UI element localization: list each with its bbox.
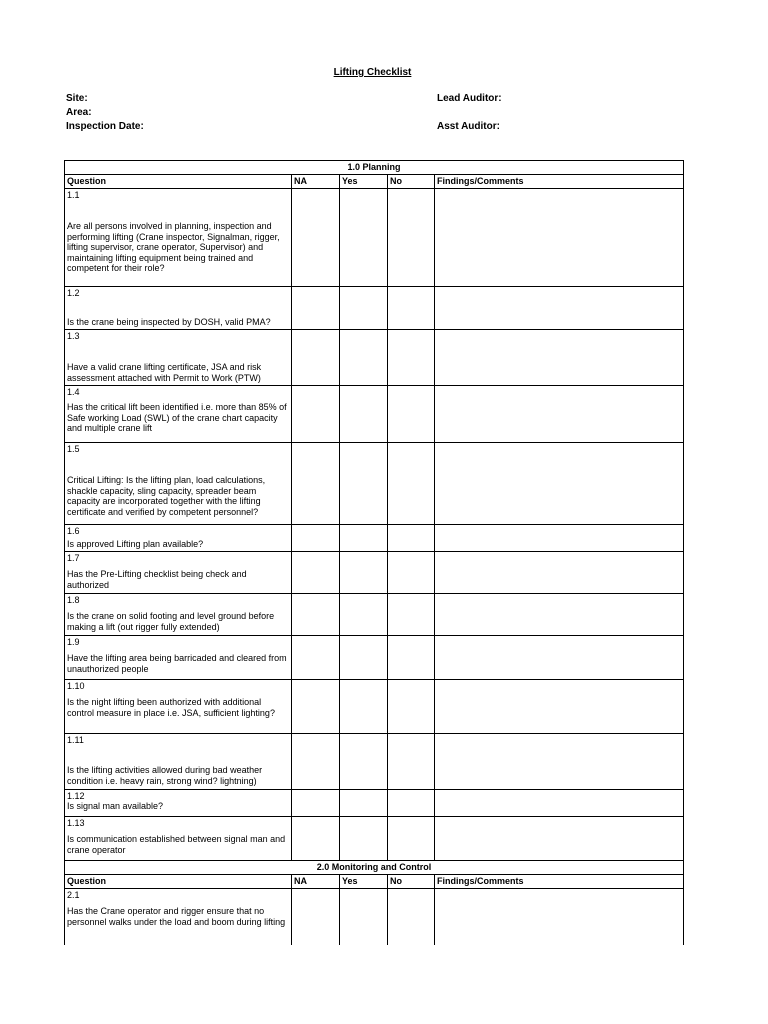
question-number: 1.4 — [67, 387, 80, 397]
yes-cell[interactable] — [340, 889, 388, 945]
no-cell[interactable] — [388, 889, 435, 945]
na-cell[interactable] — [292, 636, 340, 680]
table-row — [65, 287, 684, 330]
na-cell[interactable] — [292, 330, 340, 386]
col-comments: Findings/Comments — [435, 175, 684, 189]
table-row — [65, 525, 684, 552]
no-cell[interactable] — [388, 552, 435, 594]
question-cell — [65, 734, 292, 790]
question-number: 1.9 — [67, 637, 80, 647]
site-label: Site: — [66, 93, 88, 104]
na-cell[interactable] — [292, 552, 340, 594]
question-cell — [65, 594, 292, 636]
no-cell[interactable] — [388, 525, 435, 552]
comments-cell[interactable] — [435, 790, 684, 817]
question-text: Is the lifting activities allowed during bad weather condition i.e. heavy rain, strong wind? lightning) — [67, 765, 263, 786]
lead-auditor-label: Lead Auditor: — [437, 93, 502, 104]
table-row — [65, 734, 684, 790]
question-number: 1.7 — [67, 553, 80, 563]
question-text: Is the crane on solid footing and level ground before making a lift (out rigger fully extended) — [67, 611, 275, 632]
yes-cell[interactable] — [340, 594, 388, 636]
yes-cell[interactable] — [340, 443, 388, 525]
na-cell[interactable] — [292, 386, 340, 443]
comments-cell[interactable] — [435, 636, 684, 680]
col-question: Question — [65, 175, 292, 189]
na-cell[interactable] — [292, 790, 340, 817]
question-text: Is the night lifting been authorized with additional control measure in place i.e. JSA, sufficient lighting? — [67, 697, 275, 718]
table-row — [65, 817, 684, 861]
no-cell[interactable] — [388, 790, 435, 817]
question-cell — [65, 889, 292, 945]
no-cell[interactable] — [388, 443, 435, 525]
na-cell[interactable] — [292, 734, 340, 790]
no-cell[interactable] — [388, 386, 435, 443]
question-text: Is the crane being inspected by DOSH, valid PMA? — [67, 317, 271, 328]
table-row — [65, 680, 684, 734]
question-text: Has the critical lift been identified i.e. more than 85% of Safe working Load (SWL) of the crane chart capacity and multiple crane lift — [67, 402, 287, 434]
question-number: 1.8 — [67, 595, 80, 605]
area-label: Area: — [66, 107, 92, 118]
question-text: Critical Lifting: Is the lifting plan, load calculations, shackle capacity, sling capacity, spreader beam capacity are incorporated together with the lifting certificate and verified by competent personnel? — [67, 475, 266, 517]
question-text: Are all persons involved in planning, inspection and performing lifting (Crane inspector, Signalman, rigger, lifting supervisor, crane operator, Supervisor) and maintaining lifting equipment being trained and competent for their role? — [67, 221, 280, 274]
na-cell[interactable] — [292, 680, 340, 734]
table-row — [65, 594, 684, 636]
question-cell — [65, 636, 292, 680]
na-cell[interactable] — [292, 189, 340, 287]
yes-cell[interactable] — [340, 189, 388, 287]
question-text: Have a valid crane lifting certificate, JSA and risk assessment attached with Permit to Work (PTW) — [67, 362, 262, 383]
column-header-row — [65, 175, 684, 189]
comments-cell[interactable] — [435, 817, 684, 861]
question-cell — [65, 790, 292, 817]
comments-cell[interactable] — [435, 594, 684, 636]
no-cell[interactable] — [388, 287, 435, 330]
question-cell — [65, 330, 292, 386]
asst-auditor-label: Asst Auditor: — [437, 121, 500, 132]
question-number: 1.5 — [67, 444, 80, 454]
question-text: Have the lifting area being barricaded and cleared from unauthorized people — [67, 653, 287, 674]
question-cell — [65, 189, 292, 287]
question-number: 1.13 — [67, 818, 85, 828]
no-cell[interactable] — [388, 189, 435, 287]
no-cell[interactable] — [388, 680, 435, 734]
section-title: 2.0 Monitoring and Control — [65, 861, 684, 875]
table-row — [65, 386, 684, 443]
table-row — [65, 443, 684, 525]
table-row — [65, 790, 684, 817]
yes-cell[interactable] — [340, 790, 388, 817]
question-cell — [65, 386, 292, 443]
no-cell[interactable] — [388, 817, 435, 861]
section-header-row — [65, 161, 684, 175]
inspection-date-label: Inspection Date: — [66, 121, 144, 132]
document-title: Lifting Checklist — [333, 67, 412, 78]
na-cell[interactable] — [292, 443, 340, 525]
comments-cell[interactable] — [435, 189, 684, 287]
na-cell[interactable] — [292, 525, 340, 552]
comments-cell[interactable] — [435, 443, 684, 525]
comments-cell[interactable] — [435, 287, 684, 330]
section-title: 1.0 Planning — [65, 161, 684, 175]
checklist-table — [64, 160, 684, 945]
na-cell[interactable] — [292, 594, 340, 636]
question-cell — [65, 817, 292, 861]
question-cell — [65, 443, 292, 525]
yes-cell[interactable] — [340, 287, 388, 330]
no-cell[interactable] — [388, 734, 435, 790]
col-yes: Yes — [340, 875, 388, 889]
col-question: Question — [65, 875, 292, 889]
col-no: No — [388, 875, 435, 889]
question-text: Is signal man available? — [67, 801, 164, 812]
question-cell — [65, 525, 292, 552]
no-cell[interactable] — [388, 330, 435, 386]
col-na: NA — [292, 175, 340, 189]
question-text: Is approved Lifting plan available? — [67, 539, 204, 550]
question-number: 1.11 — [67, 735, 84, 745]
col-yes: Yes — [340, 175, 388, 189]
yes-cell[interactable] — [340, 330, 388, 386]
na-cell[interactable] — [292, 287, 340, 330]
col-comments: Findings/Comments — [435, 875, 684, 889]
question-number: 1.3 — [67, 331, 80, 341]
yes-cell[interactable] — [340, 525, 388, 552]
column-header-row — [65, 875, 684, 889]
yes-cell[interactable] — [340, 386, 388, 443]
question-text: Is communication established between signal man and crane operator — [67, 834, 286, 855]
question-text: Has the Crane operator and rigger ensure that no personnel walks under the load and boom during lifting — [67, 906, 286, 927]
question-cell — [65, 552, 292, 594]
yes-cell[interactable] — [340, 817, 388, 861]
comments-cell[interactable] — [435, 889, 684, 945]
question-cell — [65, 680, 292, 734]
yes-cell[interactable] — [340, 636, 388, 680]
question-number: 1.6 — [67, 526, 80, 536]
question-number: 1.10 — [67, 681, 85, 691]
yes-cell[interactable] — [340, 734, 388, 790]
comments-cell[interactable] — [435, 552, 684, 594]
question-text: Has the Pre-Lifting checklist being check and authorized — [67, 569, 247, 590]
na-cell[interactable] — [292, 817, 340, 861]
table-row — [65, 889, 684, 945]
comments-cell[interactable] — [435, 386, 684, 443]
no-cell[interactable] — [388, 594, 435, 636]
question-number: 2.1 — [67, 890, 80, 900]
yes-cell[interactable] — [340, 552, 388, 594]
table-row — [65, 636, 684, 680]
col-na: NA — [292, 875, 340, 889]
meta-right — [437, 92, 502, 134]
no-cell[interactable] — [388, 636, 435, 680]
question-number: 1.12 — [67, 791, 85, 801]
col-no: No — [388, 175, 435, 189]
table-row — [65, 552, 684, 594]
table-row — [65, 330, 684, 386]
table-row — [65, 189, 684, 287]
na-cell[interactable] — [292, 889, 340, 945]
section-header-row — [65, 861, 684, 875]
comments-cell[interactable] — [435, 680, 684, 734]
meta-left — [66, 92, 144, 134]
yes-cell[interactable] — [340, 680, 388, 734]
comments-cell[interactable] — [435, 734, 684, 790]
question-cell — [65, 287, 292, 330]
comments-cell[interactable] — [435, 525, 684, 552]
question-number: 1.2 — [67, 288, 80, 298]
question-number: 1.1 — [67, 190, 80, 200]
comments-cell[interactable] — [435, 330, 684, 386]
